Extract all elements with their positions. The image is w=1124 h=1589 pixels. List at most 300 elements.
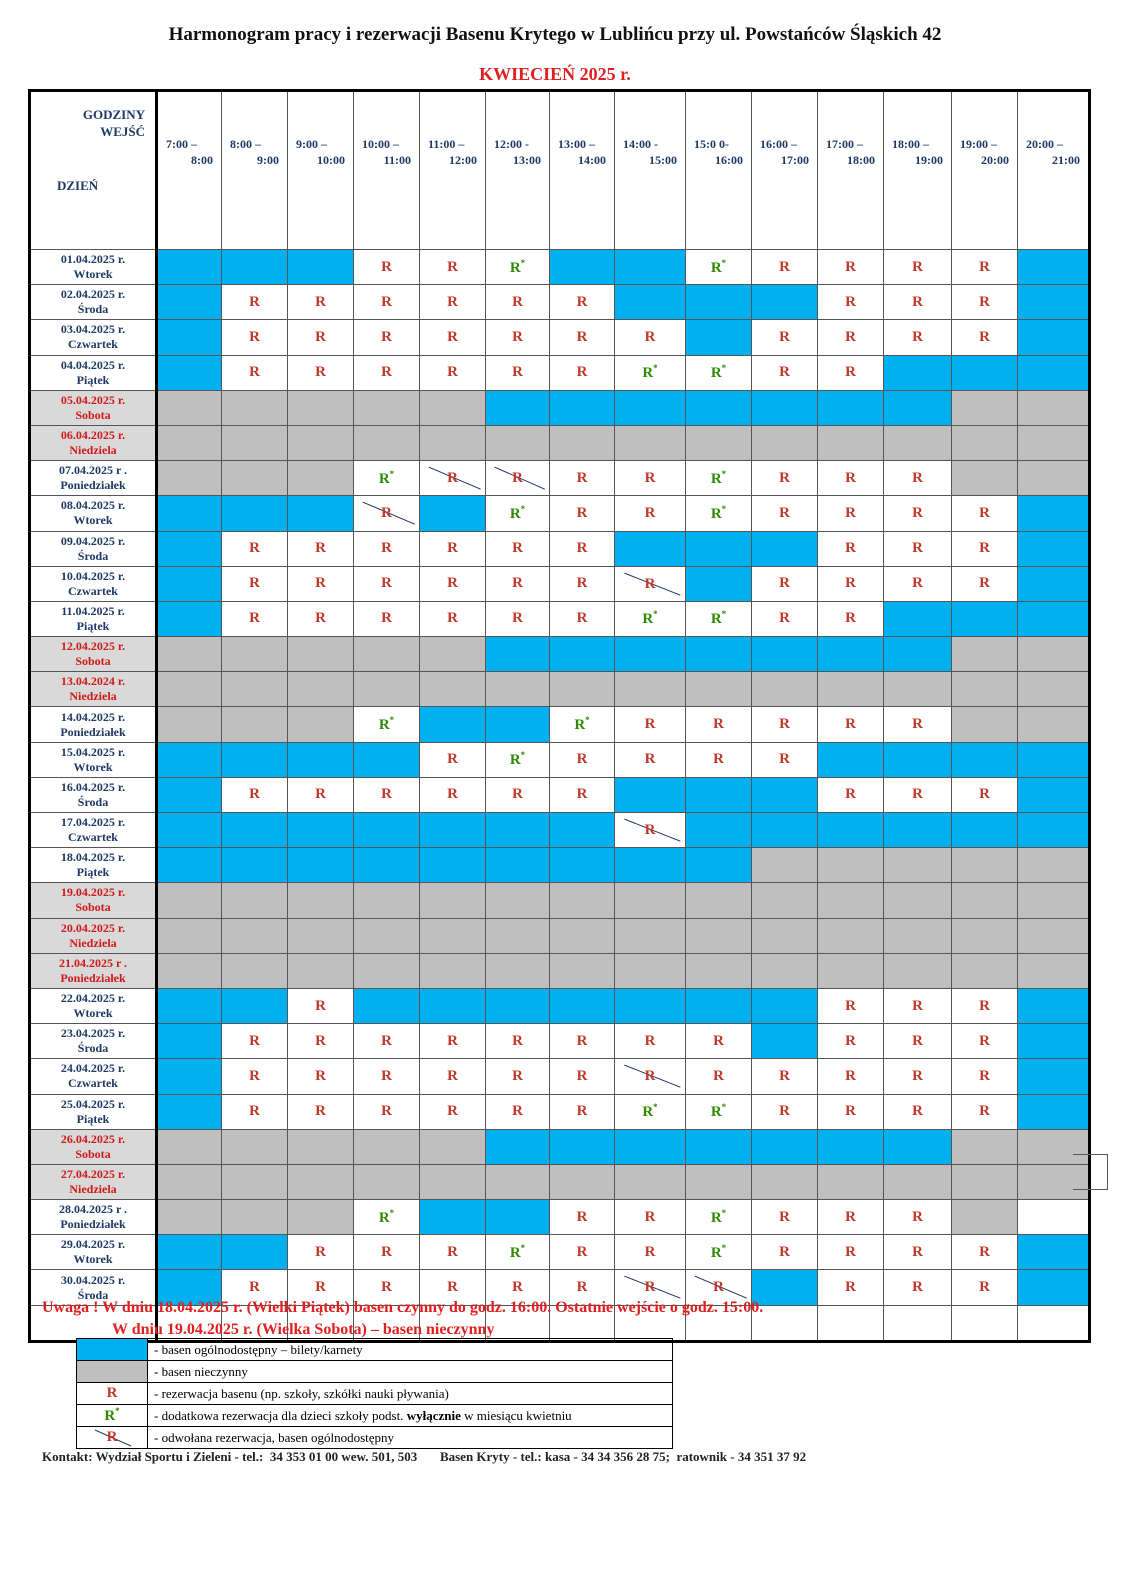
- day-label: 20.04.2025 r. Niedziela: [30, 918, 157, 953]
- cell-reserved: R: [615, 742, 686, 777]
- cell-closed: [486, 918, 550, 953]
- cell-closed: [550, 672, 615, 707]
- cell-closed: [686, 918, 752, 953]
- cell-reserved: R: [752, 461, 818, 496]
- cell-reserved: R: [818, 320, 884, 355]
- cell-reserved: R: [818, 1235, 884, 1270]
- cell-open: [157, 1235, 222, 1270]
- cell-open: [550, 813, 615, 848]
- cell-closed: [1018, 425, 1090, 460]
- legend-swatch-extra: R*: [77, 1405, 148, 1427]
- notice-line-2: W dniu 19.04.2025 r. (Wielka Sobota) – basen nieczynny: [112, 1321, 495, 1338]
- day-label: 06.04.2025 r. Niedziela: [30, 425, 157, 460]
- cell-closed: [686, 425, 752, 460]
- cell-reserved: R: [486, 1024, 550, 1059]
- cell-reserved: R: [952, 1024, 1018, 1059]
- day-label: 13.04.2024 r. Niedziela: [30, 672, 157, 707]
- cell-empty: [818, 1305, 884, 1341]
- cell-reserved: R: [486, 285, 550, 320]
- cell-closed: [952, 707, 1018, 742]
- cell-closed: [288, 390, 354, 425]
- cell-closed: [884, 1164, 952, 1199]
- cell-closed: [615, 1164, 686, 1199]
- cell-reserved: R: [884, 1235, 952, 1270]
- cell-closed: [1018, 953, 1090, 988]
- cell-reserved: R: [615, 1200, 686, 1235]
- day-label: 25.04.2025 r. Piątek: [30, 1094, 157, 1129]
- cell-open: [157, 320, 222, 355]
- cell-closed: [486, 953, 550, 988]
- day-row: [30, 953, 1090, 988]
- cell-closed: [884, 672, 952, 707]
- cell-open: [952, 601, 1018, 636]
- cell-reserved: R: [222, 1059, 288, 1094]
- cell-reserved: R: [818, 496, 884, 531]
- cell-closed: [952, 953, 1018, 988]
- cell-reserved: R: [884, 1059, 952, 1094]
- cell-closed: [952, 390, 1018, 425]
- cell-open: [686, 320, 752, 355]
- cell-reserved: R: [288, 1235, 354, 1270]
- cell-extra-reserved: R*: [686, 250, 752, 285]
- cell-reserved: R: [752, 320, 818, 355]
- cell-reserved: R: [222, 355, 288, 390]
- cell-closed: [222, 461, 288, 496]
- cell-open: [1018, 1270, 1090, 1305]
- cell-open: [1018, 1094, 1090, 1129]
- cell-closed: [752, 918, 818, 953]
- header-row: [30, 91, 1090, 250]
- cell-open: [686, 285, 752, 320]
- cell-closed: [420, 672, 486, 707]
- cell-extra-reserved: R*: [486, 250, 550, 285]
- cell-reserved: R: [818, 1059, 884, 1094]
- header-wejsc: WEJŚĆ: [100, 124, 145, 139]
- cell-reserved: R: [288, 601, 354, 636]
- cell-closed: [615, 672, 686, 707]
- cell-reserved: R: [486, 1270, 550, 1305]
- cell-reserved: R: [884, 1270, 952, 1305]
- day-label: 23.04.2025 r. Środa: [30, 1024, 157, 1059]
- cell-closed: [884, 425, 952, 460]
- cell-reserved: R: [222, 566, 288, 601]
- cell-reserved: R: [884, 707, 952, 742]
- cell-extra-reserved: R*: [486, 742, 550, 777]
- cell-reserved: R: [354, 1024, 420, 1059]
- cell-reserved: R: [818, 566, 884, 601]
- cell-closed: [752, 848, 818, 883]
- cell-reserved: R: [818, 601, 884, 636]
- cell-reserved: R: [550, 1200, 615, 1235]
- contact-info: Kontakt: Wydział Sportu i Zieleni - tel.: 34 353 01 00 wew. 501, 503 Basen Kryty - tel.: kasa - 34 34 356 28 75; ratownik - 34 351 37 92: [42, 1449, 807, 1464]
- header-slot-10: 17:00 – 18:00: [818, 91, 884, 250]
- cell-open: [486, 637, 550, 672]
- cell-reserved: R: [288, 988, 354, 1023]
- cell-open: [1018, 1235, 1090, 1270]
- cell-cancelled: R: [615, 566, 686, 601]
- day-row: [30, 1094, 1090, 1129]
- cell-open: [884, 390, 952, 425]
- cell-open: [818, 637, 884, 672]
- cell-open: [157, 1024, 222, 1059]
- cell-closed: [222, 1200, 288, 1235]
- cell-closed: [952, 1200, 1018, 1235]
- cell-cancelled: R: [354, 496, 420, 531]
- cell-closed: [1018, 918, 1090, 953]
- cell-open: [952, 742, 1018, 777]
- cell-closed: [615, 918, 686, 953]
- cell-closed: [818, 953, 884, 988]
- schedule-table: [28, 89, 1091, 1343]
- cell-reserved: R: [752, 496, 818, 531]
- cell-reserved: R: [752, 355, 818, 390]
- cell-open: [615, 988, 686, 1023]
- cell-closed: [486, 672, 550, 707]
- cell-open: [884, 813, 952, 848]
- cell-reserved: R: [420, 285, 486, 320]
- cell-cancelled: R: [686, 1270, 752, 1305]
- cell-open: [1018, 285, 1090, 320]
- cell-open: [222, 250, 288, 285]
- cell-reserved: R: [222, 531, 288, 566]
- day-row: [30, 1059, 1090, 1094]
- cell-closed: [157, 1129, 222, 1164]
- header-slot-13: 20:00 – 21:00: [1018, 91, 1090, 250]
- cell-reserved: R: [486, 1094, 550, 1129]
- legend-text-open: - basen ogólnodostępny – bilety/karnety: [148, 1339, 673, 1361]
- cell-reserved: R: [550, 1059, 615, 1094]
- cell-closed: [952, 848, 1018, 883]
- cell-reserved: R: [752, 1235, 818, 1270]
- day-label: 05.04.2025 r. Sobota: [30, 390, 157, 425]
- cell-open: [420, 707, 486, 742]
- day-label: 22.04.2025 r. Wtorek: [30, 988, 157, 1023]
- cell-open: [686, 390, 752, 425]
- cell-closed: [354, 637, 420, 672]
- cell-open: [354, 848, 420, 883]
- cell-closed: [550, 425, 615, 460]
- cell-closed: [1018, 390, 1090, 425]
- cell-cancelled: R: [420, 461, 486, 496]
- cell-closed: [354, 883, 420, 918]
- cell-closed: [686, 883, 752, 918]
- cell-open: [818, 390, 884, 425]
- cell-reserved: R: [884, 320, 952, 355]
- cell-reserved: R: [222, 320, 288, 355]
- cell-reserved: R: [354, 355, 420, 390]
- cell-reserved: R: [952, 285, 1018, 320]
- cell-open: [615, 637, 686, 672]
- notice-line-1: Uwaga ! W dniu 18.04.2025 r. (Wielki Piątek) basen czynny do godz. 16:00. Ostatnie wejście o godz. 15:00.: [42, 1299, 764, 1316]
- cell-closed: [354, 672, 420, 707]
- day-row: [30, 390, 1090, 425]
- day-row: [30, 425, 1090, 460]
- cell-cancelled: R: [615, 1059, 686, 1094]
- cell-reserved: R: [288, 355, 354, 390]
- cell-reserved: R: [354, 250, 420, 285]
- notice: [42, 1297, 763, 1341]
- cell-reserved: R: [952, 1094, 1018, 1129]
- cell-closed: [354, 425, 420, 460]
- cell-closed: [288, 883, 354, 918]
- cell-reserved: R: [420, 1094, 486, 1129]
- cell-reserved: R: [752, 566, 818, 601]
- cell-closed: [288, 637, 354, 672]
- cell-reserved: R: [884, 461, 952, 496]
- cell-reserved: R: [550, 777, 615, 812]
- cell-reserved: R: [550, 355, 615, 390]
- cell-closed: [288, 918, 354, 953]
- cell-open: [752, 637, 818, 672]
- cell-reserved: R: [288, 531, 354, 566]
- cell-closed: [288, 672, 354, 707]
- page-title: Harmonogram pracy i rezerwacji Basenu Krytego w Lublińcu przy ul. Powstańców Śląskich 42: [168, 24, 942, 45]
- header-slot-2: 9:00 – 10:00: [288, 91, 354, 250]
- cell-closed: [952, 637, 1018, 672]
- cell-open: [1018, 1024, 1090, 1059]
- cell-closed: [222, 672, 288, 707]
- cell-cancelled: R: [615, 813, 686, 848]
- cell-open: [157, 496, 222, 531]
- cell-reserved: R: [752, 601, 818, 636]
- header-slot-4: 11:00 – 12:00: [420, 91, 486, 250]
- cell-reserved: R: [550, 285, 615, 320]
- legend-swatch-open: [77, 1339, 148, 1361]
- cell-open: [884, 355, 952, 390]
- cell-closed: [884, 883, 952, 918]
- cell-reserved: R: [222, 1270, 288, 1305]
- cell-open: [1018, 988, 1090, 1023]
- cell-closed: [686, 672, 752, 707]
- cell-open: [752, 777, 818, 812]
- cell-reserved: R: [884, 988, 952, 1023]
- cell-closed: [157, 707, 222, 742]
- cell-closed: [1018, 672, 1090, 707]
- cell-reserved: R: [884, 1094, 952, 1129]
- cell-closed: [615, 883, 686, 918]
- cell-closed: [752, 425, 818, 460]
- cell-open: [1018, 566, 1090, 601]
- day-label: 11.04.2025 r. Piątek: [30, 601, 157, 636]
- cell-reserved: R: [550, 1235, 615, 1270]
- cell-open: [157, 1059, 222, 1094]
- cell-closed: [157, 1200, 222, 1235]
- cell-open: [752, 813, 818, 848]
- cell-closed: [420, 425, 486, 460]
- cell-open: [486, 390, 550, 425]
- cell-extra-reserved: R*: [354, 707, 420, 742]
- cell-reserved: R: [818, 1200, 884, 1235]
- cell-reserved: R: [486, 777, 550, 812]
- cell-closed: [952, 672, 1018, 707]
- cell-closed: [157, 883, 222, 918]
- cell-reserved: R: [752, 1094, 818, 1129]
- cell-reserved: R: [420, 250, 486, 285]
- cell-reserved: R: [818, 250, 884, 285]
- cell-open: [752, 390, 818, 425]
- day-row: [30, 1200, 1090, 1235]
- day-label: 30.04.2025 r. Środa: [30, 1270, 157, 1305]
- legend-row-closed: [77, 1361, 673, 1383]
- cell-reserved: R: [818, 1094, 884, 1129]
- legend-text-cancelled: - odwołana rezerwacja, basen ogólnodostępny: [148, 1427, 673, 1449]
- cell-open: [157, 601, 222, 636]
- cell-open: [686, 813, 752, 848]
- cell-open: [288, 250, 354, 285]
- cell-closed: [420, 1164, 486, 1199]
- cell-closed: [818, 1164, 884, 1199]
- cell-reserved: R: [550, 320, 615, 355]
- day-row: [30, 918, 1090, 953]
- cell-closed: [288, 1200, 354, 1235]
- legend-text-extra: - dodatkowa rezerwacja dla dzieci szkoły podst. wyłącznie w miesiącu kwietniu: [148, 1405, 673, 1427]
- cell-reserved: R: [686, 742, 752, 777]
- cell-open: [615, 390, 686, 425]
- header-corner: [30, 91, 157, 250]
- cell-reserved: R: [615, 496, 686, 531]
- cell-open: [1018, 531, 1090, 566]
- cell-closed: [486, 883, 550, 918]
- cell-open: [686, 777, 752, 812]
- cell-extra-reserved: R*: [615, 1094, 686, 1129]
- day-row: [30, 355, 1090, 390]
- header-slot-11: 18:00 – 19:00: [884, 91, 952, 250]
- cell-extra-reserved: R*: [686, 1235, 752, 1270]
- cell-open: [486, 848, 550, 883]
- day-label: 26.04.2025 r. Sobota: [30, 1129, 157, 1164]
- header-slot-7: 14:00 - 15:00: [615, 91, 686, 250]
- extra-cell: [1073, 1154, 1108, 1190]
- cell-reserved: R: [288, 1270, 354, 1305]
- cell-empty: [952, 1305, 1018, 1341]
- cell-reserved: R: [550, 1024, 615, 1059]
- cell-closed: [615, 953, 686, 988]
- cell-open: [952, 355, 1018, 390]
- cell-closed: [486, 1164, 550, 1199]
- cell-reserved: R: [818, 285, 884, 320]
- cell-open: [884, 742, 952, 777]
- cell-reserved: R: [884, 1200, 952, 1235]
- cell-reserved: R: [354, 531, 420, 566]
- day-row: [30, 320, 1090, 355]
- cell-reserved: R: [486, 1059, 550, 1094]
- cell-closed: [952, 1129, 1018, 1164]
- cell-closed: [157, 918, 222, 953]
- cell-extra-reserved: R*: [486, 1235, 550, 1270]
- cell-reserved: R: [222, 1094, 288, 1129]
- cell-reserved: R: [615, 320, 686, 355]
- cell-reserved: R: [615, 707, 686, 742]
- cell-closed: [752, 672, 818, 707]
- cell-reserved: R: [884, 1024, 952, 1059]
- day-label: 02.04.2025 r. Środa: [30, 285, 157, 320]
- day-label: 08.04.2025 r. Wtorek: [30, 496, 157, 531]
- cell-reserved: R: [354, 1270, 420, 1305]
- cell-open: [615, 531, 686, 566]
- cell-reserved: R: [818, 461, 884, 496]
- cell-open: [1018, 742, 1090, 777]
- cell-reserved: R: [615, 1024, 686, 1059]
- cell-open: [1018, 250, 1090, 285]
- cell-closed: [1018, 883, 1090, 918]
- cell-closed: [222, 707, 288, 742]
- header-slot-9: 16:00 – 17:00: [752, 91, 818, 250]
- legend-row-open: [77, 1339, 673, 1361]
- cell-closed: [420, 883, 486, 918]
- cell-reserved: R: [818, 1024, 884, 1059]
- cell-reserved: R: [354, 777, 420, 812]
- day-label: 24.04.2025 r. Czwartek: [30, 1059, 157, 1094]
- cell-open: [615, 250, 686, 285]
- cell-open: [1018, 496, 1090, 531]
- cell-reserved: R: [752, 707, 818, 742]
- cell-open: [550, 637, 615, 672]
- cell-open: [157, 355, 222, 390]
- cell-closed: [818, 918, 884, 953]
- cell-reserved: R: [420, 601, 486, 636]
- cell-open: [1018, 1059, 1090, 1094]
- month-title: KWIECIEŃ 2025 r.: [479, 64, 631, 84]
- cell-extra-reserved: R*: [686, 496, 752, 531]
- cell-open: [752, 988, 818, 1023]
- header-slot-12: 19:00 – 20:00: [952, 91, 1018, 250]
- cell-open: [157, 531, 222, 566]
- header-slot-3: 10:00 – 11:00: [354, 91, 420, 250]
- cell-closed: [157, 1164, 222, 1199]
- cell-reserved: R: [550, 496, 615, 531]
- cell-open: [550, 848, 615, 883]
- day-label: 12.04.2025 r. Sobota: [30, 637, 157, 672]
- cell-reserved: R: [420, 566, 486, 601]
- legend-swatch-reserved: R: [77, 1383, 148, 1405]
- cell-empty: [884, 1305, 952, 1341]
- cell-closed: [752, 953, 818, 988]
- cell-reserved: R: [952, 496, 1018, 531]
- day-label: 15.04.2025 r. Wtorek: [30, 742, 157, 777]
- cell-reserved: R: [615, 1235, 686, 1270]
- cell-reserved: R: [752, 1059, 818, 1094]
- cell-extra-reserved: R*: [686, 1200, 752, 1235]
- cell-open: [222, 813, 288, 848]
- cell-reserved: R: [686, 1059, 752, 1094]
- cell-closed: [157, 672, 222, 707]
- cell-reserved: R: [288, 285, 354, 320]
- day-row: [30, 707, 1090, 742]
- cell-closed: [157, 953, 222, 988]
- cell-open: [686, 848, 752, 883]
- day-row: [30, 637, 1090, 672]
- cell-closed: [1018, 637, 1090, 672]
- day-label: 19.04.2025 r. Sobota: [30, 883, 157, 918]
- header-slot-1: 8:00 – 9:00: [222, 91, 288, 250]
- cell-open: [550, 1129, 615, 1164]
- cell-closed: [818, 848, 884, 883]
- day-label: 01.04.2025 r. Wtorek: [30, 250, 157, 285]
- day-row: [30, 777, 1090, 812]
- cell-reserved: R: [222, 777, 288, 812]
- cell-open: [615, 285, 686, 320]
- day-row: [30, 988, 1090, 1023]
- cell-reserved: R: [884, 531, 952, 566]
- cell-open: [420, 848, 486, 883]
- cell-closed: [818, 425, 884, 460]
- cell-closed: [1018, 461, 1090, 496]
- cell-closed: [354, 1164, 420, 1199]
- cell-open: [486, 707, 550, 742]
- cell-reserved: R: [818, 707, 884, 742]
- cell-closed: [288, 1129, 354, 1164]
- cell-cancelled: R: [615, 1270, 686, 1305]
